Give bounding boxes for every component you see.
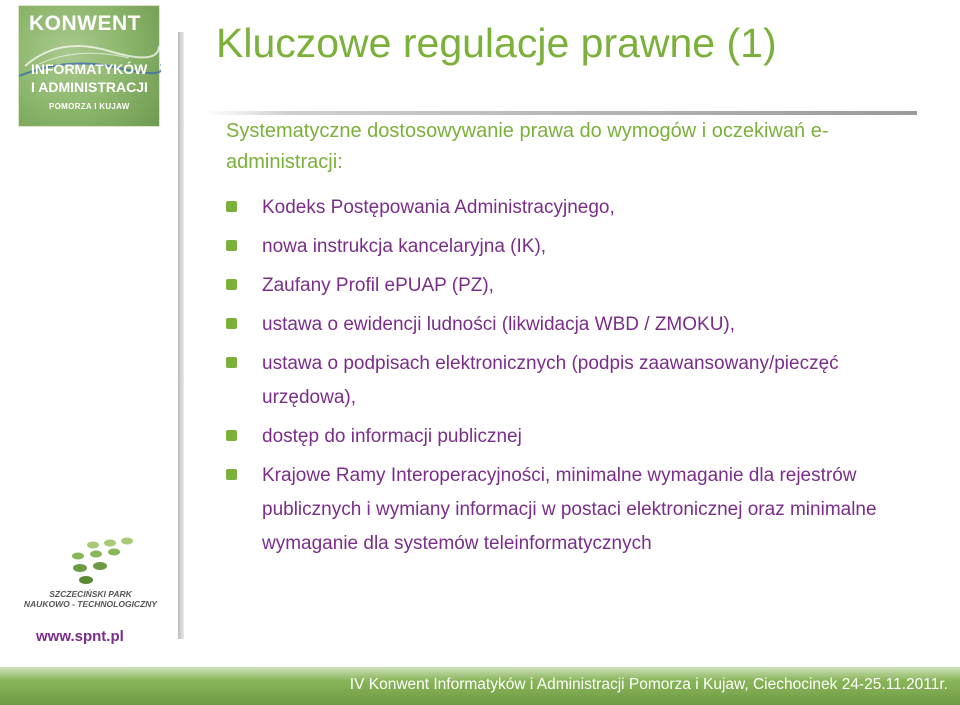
list-item [226,347,926,415]
spnt-logo-label [18,589,163,609]
list-item-text: Zaufany Profil ePUAP (PZ), [262,275,494,296]
bullet-square-icon [226,430,237,441]
page-title: Kluczowe regulacje prawne (1) [216,20,777,66]
list-item-text: nowa instrukcja kancelaryjna (IK), [262,236,547,257]
list-item-text: ustawa o podpisach elektronicznych (podpis zaawansowany/pieczęć urzędowa), [262,353,839,408]
list-item-text: Kodeks Postępowania Administracyjnego, [262,197,615,218]
title-underline [205,111,917,115]
footer-text: IV Konwent Informatyków i Administracji Pomorza i Kujaw, Ciechocinek 24-25.11.2011r. [349,676,948,693]
konwent-logo [18,5,160,127]
list-item [226,269,926,303]
konwent-logo-line3: I ADMINISTRACJI [31,79,148,95]
footer-bar [0,667,960,705]
bullet-square-icon [226,469,237,480]
regulations-list [226,191,926,566]
spnt-url-link[interactable]: www.spnt.pl [36,628,124,645]
konwent-logo-line4: POMORZA I KUJAW [49,102,130,111]
spnt-logo [18,535,163,620]
bullet-square-icon [226,318,237,329]
spnt-logo-line2: NAUKOWO - TECHNOLOGICZNY [23,599,158,609]
intro-text: Systematyczne dostosowywanie prawa do wymogów i oczekiwań e-administracji: [226,120,829,173]
bullet-square-icon [226,357,237,368]
list-item [226,308,926,342]
bullet-square-icon [226,201,237,212]
vertical-divider [178,32,184,639]
list-item-text: ustawa o ewidencji ludności (likwidacja WBD / ZMOKU), [262,314,736,335]
spnt-logo-line1: SZCZECIŃSKI PARK [49,589,132,599]
konwent-logo-line2: INFORMATYKÓW [31,61,148,77]
bullet-square-icon [226,279,237,290]
konwent-logo-title: KONWENT [29,12,141,35]
dots-logo-graphic [18,535,163,589]
list-item [226,191,926,225]
list-item-text: dostęp do informacji publicznej [262,426,522,447]
bullet-square-icon [226,240,237,251]
list-item [226,420,926,454]
list-item [226,459,926,561]
list-item [226,230,926,264]
list-item-text: Krajowe Ramy Interoperacyjności, minimalne wymaganie dla rejestrów publicznych i wymiany informacji w postaci elektronicznej oraz minimalne wymaganie dla systemów teleinformatycznych [262,465,877,554]
